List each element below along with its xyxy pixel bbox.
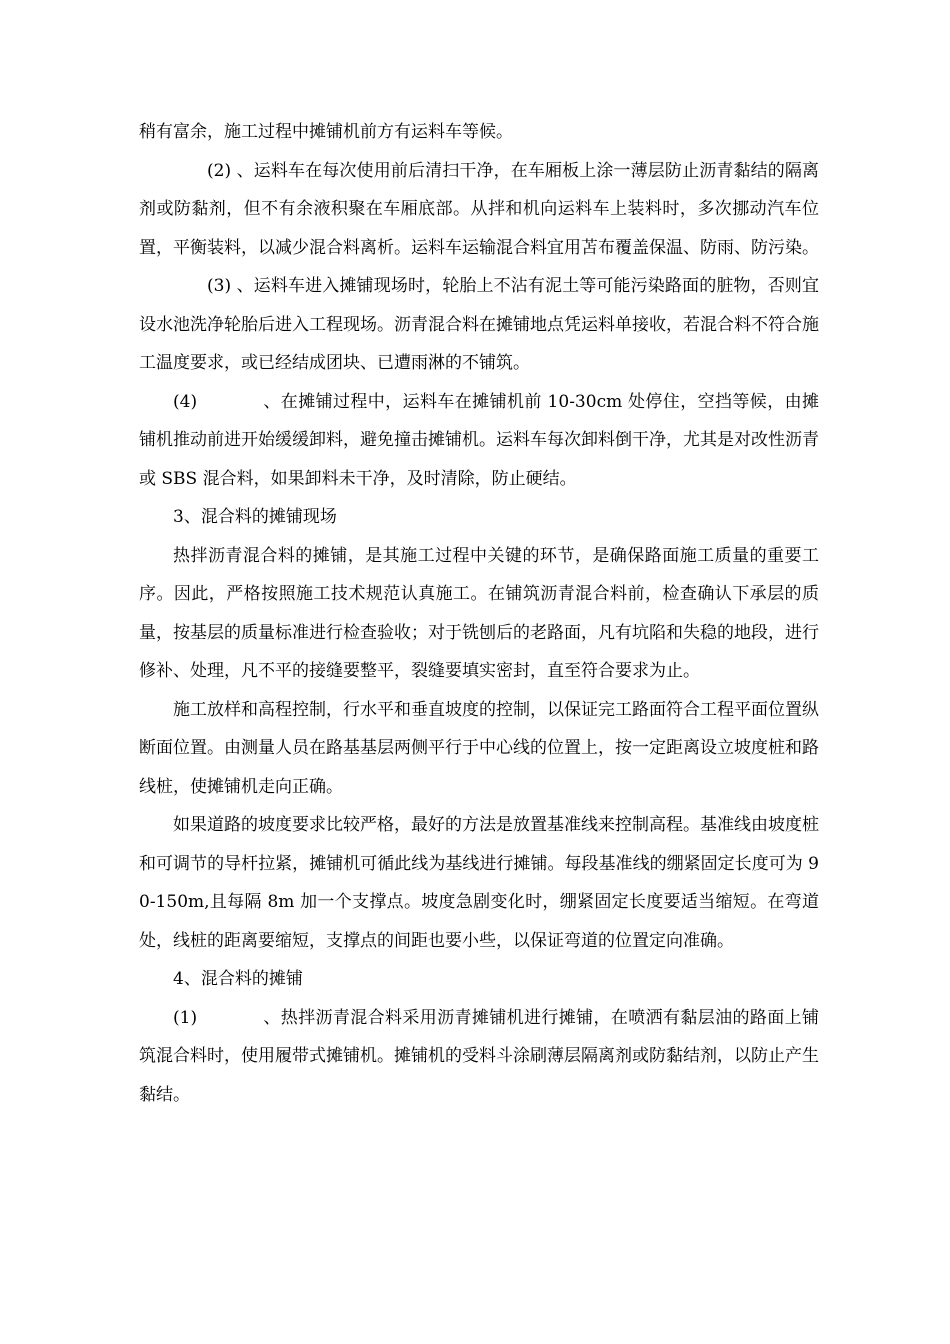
paragraph-text: 、热拌沥青混合料采用沥青摊铺机进行摊铺，在喷洒有黏层油的路面上铺筑混合料时，使用履带式摊铺机。摊铺机的受料斗涂刷薄层隔离剂或防黏结剂，以防止产生黏结。 (139, 1007, 819, 1105)
item-number: (4) (173, 391, 198, 412)
paragraph-text: 稍有富余，施工过程中摊铺机前方有运料车等候。 (139, 122, 513, 142)
paragraph-text: 如果道路的坡度要求比较严格，最好的方法是放置基准线来控制高程。基准线由坡度桩和可调节的导杆拉紧，摊铺机可循此线为基线进行摊铺。每段基准线的绷紧固定长度可为 90-150m,且每隔 8m 加一个支撑点。坡度急剧变化时，绷紧固定长度要适当缩短。在弯道处，线桩的距离要缩短，支撑点的间距也要小些，以保证弯道的位置定向准确。 (139, 815, 819, 951)
paragraph-text: 、运料车进入摊铺现场时，轮胎上不沾有泥土等可能污染路面的脏物，否则宜设水池洗净轮胎后进入工程现场。沥青混合料在摊铺地点凭运料单接收，若混合料不符合施工温度要求，或已经结成团块、已遭雨淋的不铺筑。 (139, 276, 819, 373)
heading-text: 3、混合料的摊铺现场 (173, 507, 337, 527)
paragraph-1 (139, 113, 819, 152)
paragraph-text: 、在摊铺过程中，运料车在摊铺机前 10-30cm 处停住，空挡等候，由摊铺机推动前进开始缓缓卸料，避免撞击摊铺机。运料车每次卸料倒干净，尤其是对改性沥青或 SBS 混合料，如果卸料未干净，及时清除，防止硬结。 (139, 391, 819, 489)
item-number: (1) (173, 1007, 198, 1028)
item-number: (2) (207, 160, 232, 181)
paragraph-3 (139, 267, 819, 383)
item-number: (3) (207, 276, 232, 296)
paragraph-2 (139, 152, 819, 268)
document-body (139, 113, 819, 1114)
paragraph-text: 热拌沥青混合料的摊铺，是其施工过程中关键的环节，是确保路面施工质量的重要工序。因此，严格按照施工技术规范认真施工。在铺筑沥青混合料前，检查确认下承层的质量，按基层的质量标准进行检查验收；对于铣刨后的老路面，凡有坑陷和失稳的地段，进行修补、处理，凡不平的接缝要整平，裂缝要填实密封，直至符合要求为止。 (139, 545, 819, 681)
paragraph-text: 、运料车在每次使用前后清扫干净，在车厢板上涂一薄层防止沥青黏结的隔离剂或防黏剂，但不有余液积聚在车厢底部。从拌和机向运料车上装料时，多次挪动汽车位置，平衡装料，以减少混合料离析。运料车运输混合料宜用苫布覆盖保温、防雨、防污染。 (139, 160, 819, 258)
section-heading-4 (139, 960, 819, 999)
paragraph-8 (139, 806, 819, 960)
paragraph-4 (139, 383, 819, 499)
paragraph-7 (139, 691, 819, 807)
section-heading-3 (139, 498, 819, 537)
paragraph-10 (139, 999, 819, 1115)
paragraph-6 (139, 537, 819, 691)
heading-text: 4、混合料的摊铺 (173, 969, 303, 989)
paragraph-text: 施工放样和高程控制，行水平和垂直坡度的控制，以保证完工路面符合工程平面位置纵断面位置。由测量人员在路基基层两侧平行于中心线的位置上，按一定距离设立坡度桩和路线桩，使摊铺机走向正确。 (139, 699, 819, 797)
